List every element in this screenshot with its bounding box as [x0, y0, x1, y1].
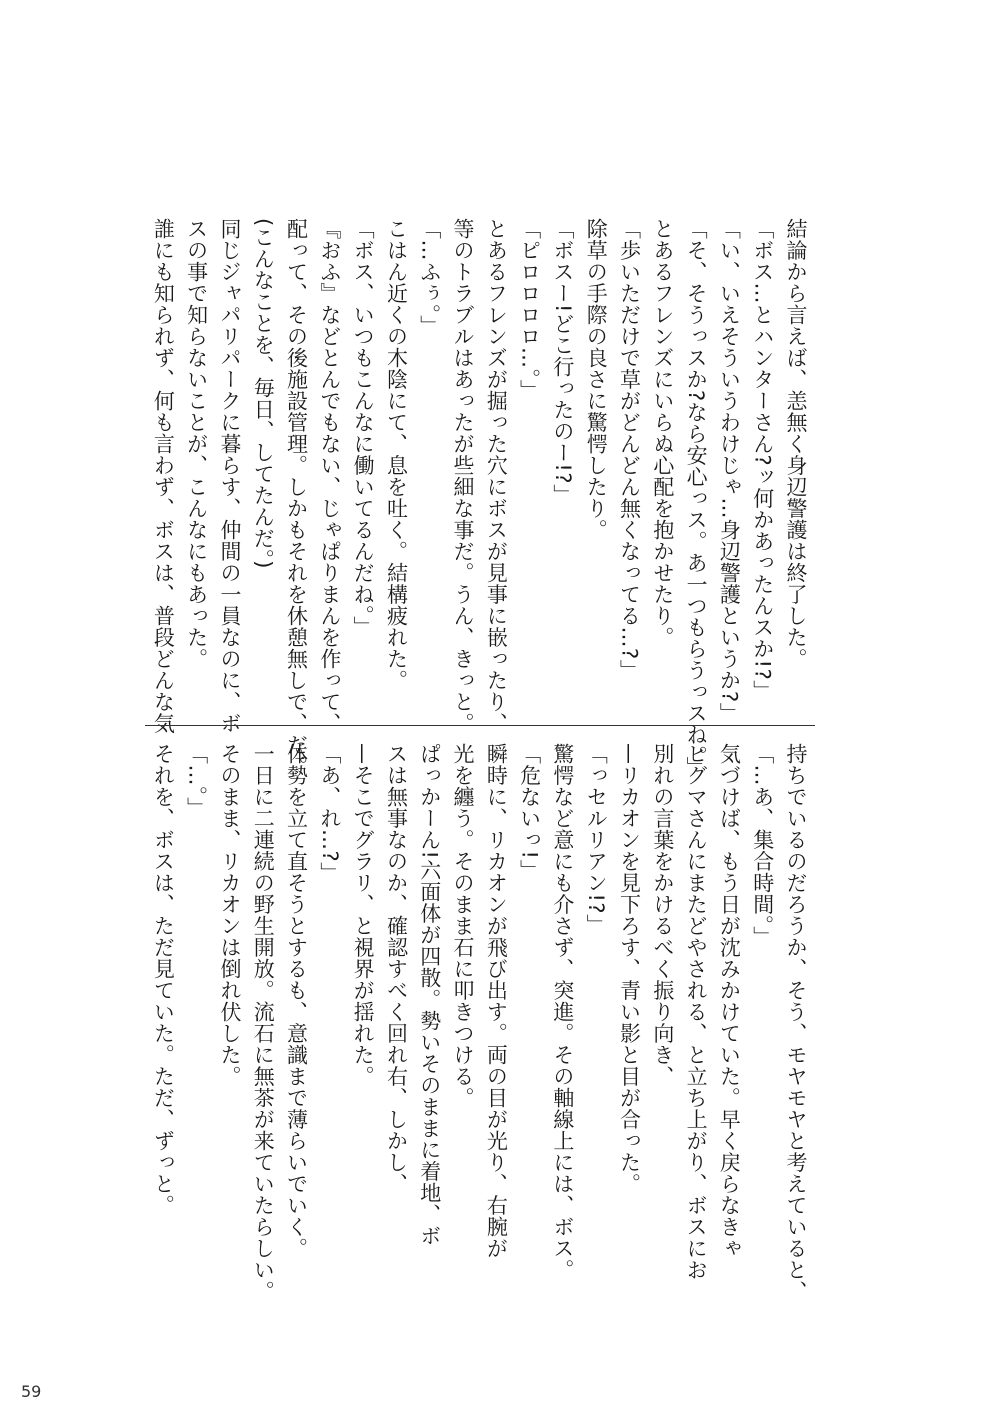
text-line: 配って、その後施設管理。しかもそれを休憩無しで、だ。 — [284, 218, 309, 777]
text-line: 気づけば、もう日が沈みかけていた。早く戻らなきゃ — [717, 743, 742, 1259]
text-line: 除草の手際の良さに驚愕したり。 — [584, 218, 609, 541]
page-number: 59 — [21, 1382, 42, 1401]
text-line: 「い、いえそういうわけじゃ…身辺警護というか?」 — [717, 218, 742, 725]
text-line: 「…あ、集合時間。」 — [750, 743, 775, 948]
text-line: とあるフレンズが掘った穴にボスが見事に嵌ったり、 — [484, 218, 509, 734]
text-line: 「ボスー!どこ行ったのー!?」 — [550, 218, 575, 506]
text-line: 光を纏う。そのまま石に叩きつける。 — [451, 743, 476, 1109]
text-line: それを、ボスは、ただ見ていた。ただ、ずっと。 — [151, 743, 176, 1216]
text-line: 「ピロロロロ…。」 — [517, 218, 542, 401]
text-line: 体勢を立て直そうとするも、意識まで薄らいでいく。 — [284, 743, 309, 1259]
text-line: 「ボス…とハンターさん?ッ何かあったんスか!?」 — [750, 218, 775, 702]
text-line: 持ちでいるのだろうか、そう、モヤモヤと考えていると、 — [784, 743, 808, 1302]
text-line: 別れの言葉をかけるべく振り向き、 — [650, 743, 675, 1087]
text-line: 「そ、そうっスか?なら安心っス。あ一つもらうっスね。」 — [684, 218, 709, 779]
text-line: ヒグマさんにまたどやされる、と立ち上がり、ボスにお — [684, 743, 709, 1281]
text-line: 『おふ』などとんでもない、じゃぱりまんを作って、 — [317, 218, 342, 734]
text-line: 誰にも知られず、何も言わず、ボスは、普段どんな気 — [151, 218, 176, 734]
text-line: 「…。」 — [184, 743, 209, 819]
text-line: —リカオンを見下ろす、青い影と目が合った。 — [617, 743, 642, 1195]
text-line: スの事で知らないことが、こんなにもあった。 — [184, 218, 209, 670]
text-line: 「…ふぅ。」 — [417, 218, 442, 337]
text-line: 結論から言えば、恙無く身辺警護は終了した。 — [784, 218, 808, 670]
text-line: スは無事なのか、確認すべく回れ右、しかし、 — [384, 743, 409, 1195]
text-line: 「っセルリアン!?」 — [584, 743, 609, 936]
text-line: —そこでグラリ、と視界が揺れた。 — [351, 743, 376, 1087]
text-column-top — [142, 218, 812, 779]
text-line: そのまま、リカオンは倒れ伏した。 — [217, 743, 242, 1087]
text-line: 同じジャパリパークに暮らす、仲間の一員なのに、ボ — [217, 218, 242, 734]
text-column-bottom — [142, 743, 812, 1302]
text-line: 「歩いただけで草がどんどん無くなってる…?」 — [617, 218, 642, 682]
text-line: 驚愕など意にも介さず、突進。その軸線上には、ボス。 — [550, 743, 575, 1281]
text-line: とあるフレンズにいらぬ心配を抱かせたり。 — [650, 218, 675, 648]
text-line: 一日に二連続の野生開放。流石に無茶が来ていたらしい。 — [251, 743, 276, 1302]
column-divider — [145, 725, 815, 726]
text-line: こはん近くの木陰にて、息を吐く。結構疲れた。 — [384, 218, 409, 691]
text-line: (こんなことを、毎日、してたんだ。) — [251, 218, 276, 569]
text-line: 「ボス、いつもこんなに働いてるんだね。」 — [351, 218, 376, 638]
text-line: 等のトラブルはあったが些細な事だ。うん、きっと。 — [451, 218, 476, 734]
text-line: ぱっかーん!六面体が四散。勢いそのままに着地、ボ — [417, 743, 442, 1247]
text-line: 「危ないっ!」 — [517, 743, 542, 881]
text-line: 瞬時に、リカオンが飛び出す。両の目が光り、右腕が — [484, 743, 509, 1259]
text-line: 「あ、れ…?」 — [317, 743, 342, 884]
